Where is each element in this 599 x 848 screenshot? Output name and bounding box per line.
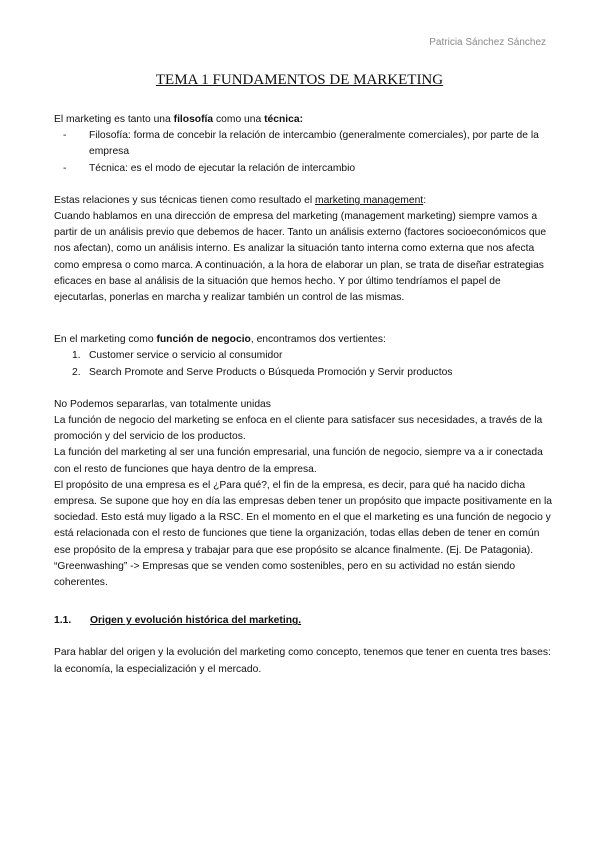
document-title: TEMA 1 FUNDAMENTOS DE MARKETING — [155, 72, 444, 88]
paragraph: La función de negocio del marketing se enfoca en el cliente para satisfacer sus necesidades, a través de la promoción y del servicio de los productos. — [54, 415, 543, 443]
section-number: 1.1. — [54, 615, 72, 627]
paragraph: “Greenwashing” -> Empresas que se venden como sostenibles, pero en su actividad no están siendo coherentes. — [54, 560, 516, 589]
list-item: 1. Customer service o servicio al consumidor — [72, 350, 283, 362]
numbered-list — [54, 348, 554, 380]
bold-term: técnica: — [264, 114, 303, 125]
list-item: - Técnica: es el modo de ejecutar la relación de intercambio — [54, 161, 554, 177]
bold-term: filosofía — [173, 114, 214, 125]
section-heading — [54, 613, 554, 629]
paragraph: Estas relaciones y sus técnicas tienen como resultado el marketing management: — [54, 194, 427, 206]
paragraph: No Podemos separarlas, van totalmente unidas — [54, 398, 271, 410]
author-name: Patricia Sánchez Sánchez — [429, 37, 546, 48]
paragraph: El propósito de una empresa es el ¿Para qué?, el fin de la empresa, es decir, para qué ha nacido dicha empresa. Se supone que hoy en día las empresas deben tener un propósito que impacte positivamente en la sociedad. Esto está muy ligado a la RSC. En el momento en el que el marketing es una función de negocio y está relacionada con el resto de funciones que tiene la organización, todas ellas deben de tener en común ese propósito de la empresa y trabajar para que ese propósito se alcance finalmente. (Ej. De Patagonia). — [54, 479, 553, 556]
document-body — [54, 112, 554, 678]
paragraph: Cuando hablamos en una dirección de empresa del marketing (management marketing) siempre vamos a partir de un análisis previo que debemos de hacer. Tanto un análisis externo (factores socioeconómicos que nos afectan), como un análisis interno. Es analizar la situación tanto interna como externa que nos afecta como empresa o como marca. A continuación, a la hora de elaborar un plan, se trata de diseñar estrategias eficaces en base al análisis de la situación que hemos hecho. Y por último tendríamos el papel de ejecutarlas, ponerlas en marcha y realizar también un control de las mismas. — [54, 211, 547, 304]
paragraph: Para hablar del origen y la evolución del marketing como concepto, tenemos que tener en cuenta tres bases: la economía, la especialización y el mercado. — [54, 647, 551, 675]
bold-term: función de negocio — [156, 334, 251, 346]
paragraph: En el marketing como función de negocio, encontramos dos vertientes: — [54, 334, 386, 346]
dash-list — [54, 128, 554, 177]
intro-paragraph: El marketing es tanto una filosofía como una técnica: — [54, 114, 303, 125]
list-item: 2. Search Promote and Serve Products o Búsqueda Promoción y Servir productos — [72, 366, 453, 378]
list-item: - Filosofía: forma de concebir la relación de intercambio (generalmente comerciales), por parte de la empresa — [54, 128, 554, 160]
section-title: Origen y evolución histórica del marketing. — [90, 615, 302, 627]
paragraph: La función del marketing al ser una función empresarial, una función de negocio, siempre va a ir conectada con el resto de funciones que haya dentro de la empresa. — [54, 447, 543, 475]
underlined-term: marketing management — [315, 194, 424, 206]
